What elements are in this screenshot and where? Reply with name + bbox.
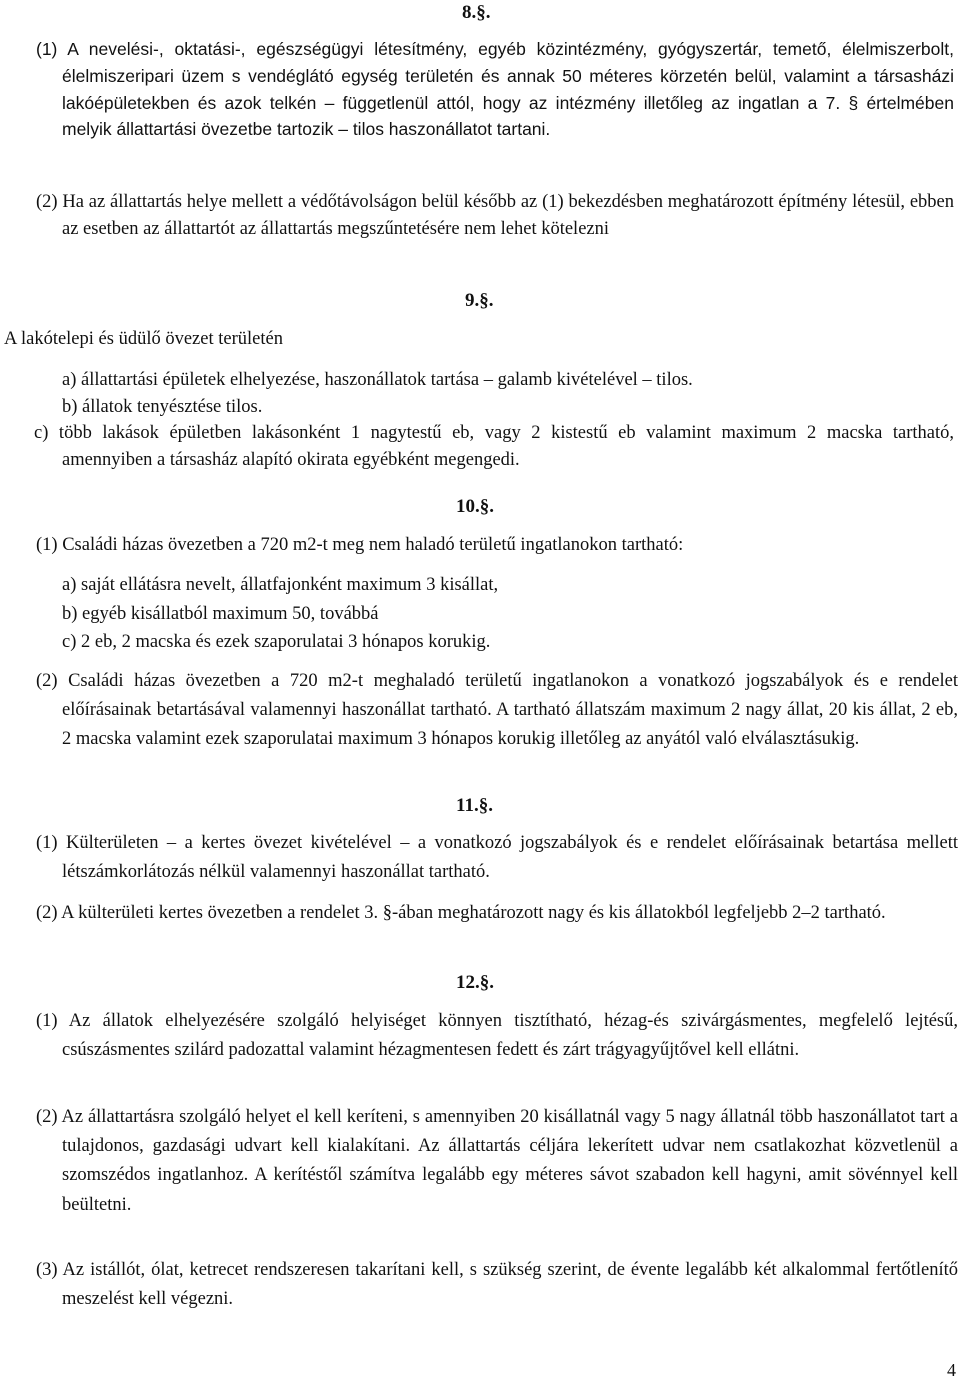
section-12-paragraph-2-text: (2) Az állattartásra szolgáló helyet el kell keríteni, s amennyiben 20 kisállatnál vagy 5 nagy állatnál több haszonállatot tart a tulajdonos, gazdasági udvart kell kialakítani. Az állattartás céljára lekerített udvar nem csatlakozhat közvetlenül a szomszédos ingatlanhoz. A kerítéstől számítva legalább egy méteres sávot szabadon kell hagyni, amit sövénnyel kell beültetni.	[36, 1107, 958, 1215]
list-item: a) saját ellátásra nevelt, állatfajonként maximum 3 kisállat,	[62, 575, 499, 595]
section-12-paragraph-3	[36, 1256, 958, 1314]
list-item: b) egyéb kisállatból maximum 50, továbbá	[62, 603, 379, 624]
list-item: a) állattartási épületek elhelyezése, haszonállatok tartása – galamb kivételével – tilos.	[62, 370, 693, 390]
section-8-paragraph-2	[36, 189, 954, 243]
section-12-paragraph-1-text: (1) Az állatok elhelyezésére szolgáló helyiséget könnyen tisztítható, hézag-és szivárgásmentes, megfelelő lejtésű, csúszásmentes szilárd padozattal valamint hézagmentesen fedett és zárt trágyagyűjtővel kell ellátni.	[36, 1011, 958, 1061]
section-9-list	[34, 367, 954, 473]
section-8-paragraph-1	[36, 36, 954, 143]
section-12-paragraph-2	[36, 1103, 958, 1220]
section-10-paragraph-2-text: (2) Családi házas övezetben a 720 m2-t meghaladó területű ingatlanokon a vonatkozó jogszabályok és e rendelet előírásainak betartásával valamennyi haszonállat tartható. A tartható állatszám maximum 2 nagy állat, 20 kis állat, 2 eb, 2 macska valamint ezek szaporulatai maximum 3 hónapos korukig illetőleg az anyától való elválasztásukig.	[36, 671, 958, 750]
section-11-paragraph-1-text: (1) Külterületen – a kertes övezet kivételével – a vonatkozó jogszabályok és e rendelet előírásainak betartása mellett létszámkorlátozás nélkül valamennyi haszonállat tartható.	[36, 833, 958, 883]
section-11-paragraph-2	[36, 899, 958, 928]
page-number: 4	[947, 1360, 956, 1380]
section-8-paragraph-2-text: (2) Ha az állattartás helye mellett a védőtávolságon belül később az (1) bekezdésben meghatározott építmény létesül, ebben az esetben az állattartót az állattartás megszűntetésére nem lehet kötelezni	[36, 192, 954, 239]
section-12-title: 12.§.	[456, 972, 494, 993]
list-item: c) 2 eb, 2 macska és ezek szaporulatai 3 hónapos korukig.	[62, 632, 491, 652]
list-item: c) több lakások épületben lakásonként 1 nagytestű eb, vagy 2 kistestű eb valamint maximum 2 macska tartható, amennyiben a társasház alapító okirata egyébként megengedi.	[34, 423, 954, 470]
section-8-title: 8.§.	[462, 2, 491, 23]
section-8-paragraph-1-text: (1) A nevelési-, oktatási-, egészségügyi létesítmény, egyéb közintézmény, gyógyszertár, temető, élelmiszerbolt, élelmiszeripari üzem s vendéglátó egység területén és annak 50 méteres körzetén belül, valamint a társasházi lakóépületekben és azok telkén – függetlenül attól, hogy az intézmény illetőleg az ingatlan a 7. § értelmében melyik állattartási övezetbe tartozik – tilos haszonállatot tartani.	[36, 39, 954, 140]
section-11-paragraph-2-text: (2) A külterületi kertes övezetben a rendelet 3. §-ában meghatározott nagy és kis állatokból legfeljebb 2–2 tartható.	[36, 903, 886, 923]
section-10-title: 10.§.	[456, 496, 494, 517]
section-12-paragraph-1	[36, 1007, 958, 1065]
section-10-paragraph-2	[36, 667, 958, 755]
section-11-paragraph-1	[36, 829, 958, 887]
section-9-intro: A lakótelepi és üdülő övezet területén	[4, 329, 283, 349]
section-11-title: 11.§.	[456, 795, 493, 816]
section-9-title: 9.§.	[465, 290, 494, 311]
section-12-paragraph-3-text: (3) Az istállót, ólat, ketrecet rendszeresen takarítani kell, s szükség szerint, de évente legalább két alkalommal fertőtlenítő meszelést kell végezni.	[36, 1260, 958, 1310]
list-item: b) állatok tenyésztése tilos.	[62, 396, 263, 417]
section-10-paragraph-1: (1) Családi házas övezetben a 720 m2-t meg nem haladó területű ingatlanokon tartható:	[36, 535, 684, 555]
section-10-list	[62, 571, 954, 657]
